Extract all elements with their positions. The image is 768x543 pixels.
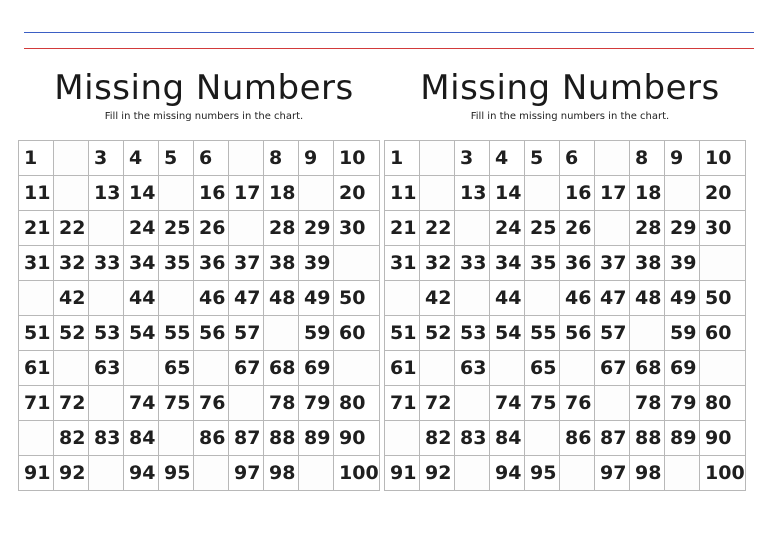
number-cell: 4: [124, 141, 159, 176]
chart-row: [19, 421, 380, 456]
number-cell: 94: [124, 456, 159, 491]
number-cell: 38: [630, 246, 665, 281]
blank-number-cell[interactable]: [124, 351, 159, 386]
blank-number-cell[interactable]: [299, 456, 334, 491]
number-cell: 4: [490, 141, 525, 176]
worksheet-title: Missing Numbers: [420, 68, 720, 108]
number-cell: 16: [194, 176, 229, 211]
number-cell: 50: [700, 281, 746, 316]
number-cell: 28: [630, 211, 665, 246]
worksheet-left: [18, 64, 390, 514]
number-cell: 87: [229, 421, 264, 456]
chart-row: [385, 421, 746, 456]
blank-number-cell[interactable]: [560, 351, 595, 386]
blank-number-cell[interactable]: [89, 386, 124, 421]
number-cell: 6: [194, 141, 229, 176]
number-cell: 78: [630, 386, 665, 421]
blank-number-cell[interactable]: [420, 176, 455, 211]
number-cell: 67: [595, 351, 630, 386]
blank-number-cell[interactable]: [455, 211, 490, 246]
number-cell: 13: [89, 176, 124, 211]
number-chart: [18, 140, 380, 491]
number-cell: 22: [54, 211, 89, 246]
number-cell: 21: [385, 211, 420, 246]
number-cell: 42: [54, 281, 89, 316]
number-cell: 3: [455, 141, 490, 176]
blank-number-cell[interactable]: [665, 176, 700, 211]
number-cell: 25: [159, 211, 194, 246]
chart-row: [385, 316, 746, 351]
blank-number-cell[interactable]: [299, 176, 334, 211]
number-cell: 71: [19, 386, 54, 421]
chart-row: [385, 351, 746, 386]
number-cell: 54: [124, 316, 159, 351]
number-cell: 90: [334, 421, 380, 456]
chart-row: [385, 281, 746, 316]
number-cell: 47: [229, 281, 264, 316]
number-cell: 83: [455, 421, 490, 456]
number-cell: 91: [19, 456, 54, 491]
blank-number-cell[interactable]: [525, 281, 560, 316]
chart-row: [385, 176, 746, 211]
number-cell: 86: [194, 421, 229, 456]
number-cell: 60: [334, 316, 380, 351]
number-cell: 83: [89, 421, 124, 456]
number-cell: 47: [595, 281, 630, 316]
number-cell: 90: [700, 421, 746, 456]
blank-number-cell[interactable]: [455, 386, 490, 421]
number-cell: 6: [560, 141, 595, 176]
blank-number-cell[interactable]: [700, 351, 746, 386]
number-cell: 69: [665, 351, 700, 386]
blank-number-cell[interactable]: [334, 246, 380, 281]
blank-number-cell[interactable]: [229, 386, 264, 421]
number-cell: 55: [525, 316, 560, 351]
number-cell: 82: [420, 421, 455, 456]
number-cell: 80: [334, 386, 380, 421]
number-cell: 32: [420, 246, 455, 281]
number-cell: 67: [229, 351, 264, 386]
number-cell: 56: [194, 316, 229, 351]
blank-number-cell[interactable]: [595, 211, 630, 246]
blank-number-cell[interactable]: [19, 281, 54, 316]
chart-row: [385, 386, 746, 421]
number-cell: 94: [490, 456, 525, 491]
number-cell: 75: [525, 386, 560, 421]
chart-row: [385, 141, 746, 176]
chart-row: [19, 351, 380, 386]
number-cell: 98: [264, 456, 299, 491]
number-cell: 8: [630, 141, 665, 176]
chart-row: [385, 246, 746, 281]
number-cell: 53: [89, 316, 124, 351]
number-cell: 39: [299, 246, 334, 281]
number-cell: 31: [19, 246, 54, 281]
blank-number-cell[interactable]: [385, 281, 420, 316]
number-cell: 53: [455, 316, 490, 351]
number-cell: 63: [89, 351, 124, 386]
top-blue-rule: [24, 32, 754, 33]
number-cell: 84: [490, 421, 525, 456]
blank-number-cell[interactable]: [194, 351, 229, 386]
blank-number-cell[interactable]: [89, 456, 124, 491]
blank-number-cell[interactable]: [595, 141, 630, 176]
worksheet-instructions: Fill in the missing numbers in the chart.: [470, 111, 670, 122]
number-cell: 11: [19, 176, 54, 211]
number-cell: 63: [455, 351, 490, 386]
blank-number-cell[interactable]: [54, 176, 89, 211]
chart-row: [19, 176, 380, 211]
number-cell: 17: [229, 176, 264, 211]
number-cell: 59: [299, 316, 334, 351]
number-cell: 28: [264, 211, 299, 246]
number-cell: 75: [159, 386, 194, 421]
blank-number-cell[interactable]: [630, 316, 665, 351]
number-cell: 79: [665, 386, 700, 421]
blank-number-cell[interactable]: [385, 421, 420, 456]
number-cell: 16: [560, 176, 595, 211]
number-cell: 30: [334, 211, 380, 246]
number-cell: 84: [124, 421, 159, 456]
number-cell: 30: [700, 211, 746, 246]
number-cell: 97: [595, 456, 630, 491]
number-cell: 34: [490, 246, 525, 281]
blank-number-cell[interactable]: [560, 456, 595, 491]
blank-number-cell[interactable]: [525, 421, 560, 456]
number-cell: 46: [560, 281, 595, 316]
number-cell: 11: [385, 176, 420, 211]
number-cell: 100: [334, 456, 380, 491]
number-cell: 61: [385, 351, 420, 386]
number-cell: 80: [700, 386, 746, 421]
blank-number-cell[interactable]: [455, 456, 490, 491]
number-chart: [384, 140, 746, 491]
number-cell: 32: [54, 246, 89, 281]
worksheet-instructions: Fill in the missing numbers in the chart.: [104, 111, 304, 122]
blank-number-cell[interactable]: [159, 421, 194, 456]
number-cell: 51: [19, 316, 54, 351]
number-cell: 59: [665, 316, 700, 351]
number-cell: 8: [264, 141, 299, 176]
blank-number-cell[interactable]: [159, 281, 194, 316]
number-cell: 72: [54, 386, 89, 421]
number-cell: 24: [124, 211, 159, 246]
number-cell: 72: [420, 386, 455, 421]
blank-number-cell[interactable]: [420, 141, 455, 176]
chart-row: [19, 456, 380, 491]
blank-number-cell[interactable]: [89, 211, 124, 246]
number-cell: 57: [595, 316, 630, 351]
number-cell: 10: [700, 141, 746, 176]
number-cell: 20: [334, 176, 380, 211]
number-cell: 89: [299, 421, 334, 456]
blank-number-cell[interactable]: [525, 176, 560, 211]
number-cell: 10: [334, 141, 380, 176]
number-cell: 1: [19, 141, 54, 176]
number-cell: 82: [54, 421, 89, 456]
number-cell: 35: [525, 246, 560, 281]
number-cell: 50: [334, 281, 380, 316]
number-cell: 13: [455, 176, 490, 211]
chart-row: [19, 211, 380, 246]
number-cell: 5: [525, 141, 560, 176]
number-cell: 60: [700, 316, 746, 351]
number-cell: 88: [264, 421, 299, 456]
number-cell: 95: [159, 456, 194, 491]
number-cell: 71: [385, 386, 420, 421]
number-cell: 14: [490, 176, 525, 211]
blank-number-cell[interactable]: [194, 456, 229, 491]
number-cell: 29: [299, 211, 334, 246]
number-cell: 57: [229, 316, 264, 351]
number-cell: 42: [420, 281, 455, 316]
number-cell: 31: [385, 246, 420, 281]
blank-number-cell[interactable]: [264, 316, 299, 351]
blank-number-cell[interactable]: [89, 281, 124, 316]
number-cell: 100: [700, 456, 746, 491]
number-cell: 65: [525, 351, 560, 386]
number-cell: 65: [159, 351, 194, 386]
number-cell: 97: [229, 456, 264, 491]
blank-number-cell[interactable]: [334, 351, 380, 386]
number-cell: 61: [19, 351, 54, 386]
number-cell: 3: [89, 141, 124, 176]
number-cell: 44: [490, 281, 525, 316]
blank-number-cell[interactable]: [54, 351, 89, 386]
chart-row: [385, 211, 746, 246]
blank-number-cell[interactable]: [19, 421, 54, 456]
chart-row: [19, 141, 380, 176]
number-cell: 18: [264, 176, 299, 211]
number-cell: 34: [124, 246, 159, 281]
number-cell: 46: [194, 281, 229, 316]
blank-number-cell[interactable]: [159, 176, 194, 211]
number-cell: 38: [264, 246, 299, 281]
number-cell: 1: [385, 141, 420, 176]
number-cell: 36: [194, 246, 229, 281]
number-cell: 17: [595, 176, 630, 211]
number-cell: 37: [595, 246, 630, 281]
number-cell: 91: [385, 456, 420, 491]
chart-row: [19, 246, 380, 281]
number-cell: 39: [665, 246, 700, 281]
number-cell: 26: [560, 211, 595, 246]
number-cell: 78: [264, 386, 299, 421]
blank-number-cell[interactable]: [229, 211, 264, 246]
number-cell: 44: [124, 281, 159, 316]
number-cell: 25: [525, 211, 560, 246]
blank-number-cell[interactable]: [490, 351, 525, 386]
number-cell: 76: [194, 386, 229, 421]
chart-row: [19, 281, 380, 316]
number-cell: 48: [264, 281, 299, 316]
number-cell: 56: [560, 316, 595, 351]
number-cell: 49: [665, 281, 700, 316]
number-cell: 92: [420, 456, 455, 491]
number-cell: 76: [560, 386, 595, 421]
blank-number-cell[interactable]: [54, 141, 89, 176]
number-cell: 74: [490, 386, 525, 421]
number-cell: 35: [159, 246, 194, 281]
number-cell: 68: [264, 351, 299, 386]
number-cell: 54: [490, 316, 525, 351]
number-cell: 21: [19, 211, 54, 246]
number-cell: 98: [630, 456, 665, 491]
number-cell: 33: [89, 246, 124, 281]
blank-number-cell[interactable]: [229, 141, 264, 176]
blank-number-cell[interactable]: [700, 246, 746, 281]
blank-number-cell[interactable]: [665, 456, 700, 491]
number-cell: 51: [385, 316, 420, 351]
number-cell: 20: [700, 176, 746, 211]
number-cell: 37: [229, 246, 264, 281]
number-cell: 22: [420, 211, 455, 246]
number-cell: 48: [630, 281, 665, 316]
number-cell: 92: [54, 456, 89, 491]
chart-row: [385, 456, 746, 491]
number-cell: 69: [299, 351, 334, 386]
number-cell: 55: [159, 316, 194, 351]
number-cell: 14: [124, 176, 159, 211]
chart-row: [19, 386, 380, 421]
blank-number-cell[interactable]: [420, 351, 455, 386]
number-cell: 79: [299, 386, 334, 421]
number-cell: 33: [455, 246, 490, 281]
number-cell: 26: [194, 211, 229, 246]
blank-number-cell[interactable]: [595, 386, 630, 421]
blank-number-cell[interactable]: [455, 281, 490, 316]
number-cell: 88: [630, 421, 665, 456]
number-cell: 52: [54, 316, 89, 351]
worksheet-right: [384, 64, 756, 514]
number-cell: 95: [525, 456, 560, 491]
number-cell: 89: [665, 421, 700, 456]
number-cell: 86: [560, 421, 595, 456]
number-cell: 49: [299, 281, 334, 316]
red-rule: [24, 48, 754, 49]
number-cell: 36: [560, 246, 595, 281]
number-cell: 9: [299, 141, 334, 176]
number-cell: 52: [420, 316, 455, 351]
worksheet-title: Missing Numbers: [54, 68, 354, 108]
number-cell: 5: [159, 141, 194, 176]
number-cell: 18: [630, 176, 665, 211]
chart-row: [19, 316, 380, 351]
number-cell: 29: [665, 211, 700, 246]
number-cell: 87: [595, 421, 630, 456]
number-cell: 9: [665, 141, 700, 176]
number-cell: 74: [124, 386, 159, 421]
number-cell: 24: [490, 211, 525, 246]
number-cell: 68: [630, 351, 665, 386]
